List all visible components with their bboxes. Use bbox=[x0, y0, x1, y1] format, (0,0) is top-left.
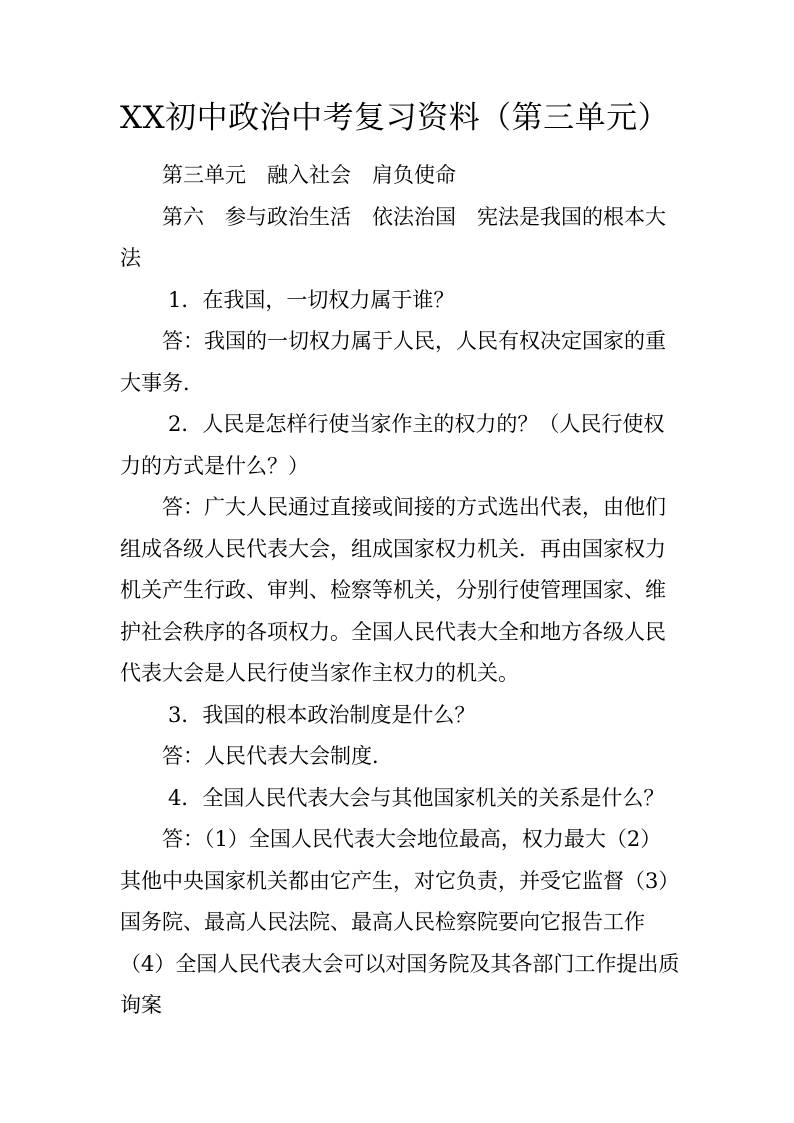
answer-4: 答：（1）全国人民代表大会地位最高，权力最大（2）其他中央国家机关都由它产生，对它负责，并受它监督（3）国务院、最高人民法院、最高人民检察院要向它报告工作（4）全国人民代表大会可以对国务院及其各部门工作提出质询案 bbox=[120, 827, 680, 1017]
question-2: 2．人民是怎样行使当家作主的权力的？（人民行使权力的方式是什么？） bbox=[120, 412, 665, 478]
document-body bbox=[120, 155, 680, 1027]
question-3: 3．我国的根本政治制度是什么？ bbox=[168, 702, 476, 727]
lesson-heading: 第六 参与政治生活 依法治国 宪法是我国的根本大法 bbox=[120, 204, 666, 270]
document-title: XX初中政治中考复习资料（第三单元） bbox=[120, 100, 670, 136]
question-4: 4．全国人民代表大会与其他国家机关的关系是什么？ bbox=[168, 785, 665, 810]
answer-2: 答：广大人民通过直接或间接的方式选出代表，由他们组成各级人民代表大会，组成国家权力机关．再由国家权力机关产生行政、审判、检察等机关，分别行使管理国家、维护社会秩序的各项权力。全国人民代表大全和地方各级人民代表大会是人民行使当家作主权力的机关。 bbox=[120, 495, 666, 685]
answer-1: 答：我国的一切权力属于人民，人民有权决定国家的重大事务． bbox=[120, 329, 666, 395]
answer-3: 答：人民代表大会制度． bbox=[162, 744, 393, 768]
unit-heading: 第三单元 融入社会 肩负使命 bbox=[162, 163, 456, 187]
question-1: 1．在我国，一切权力属于谁？ bbox=[168, 287, 455, 312]
